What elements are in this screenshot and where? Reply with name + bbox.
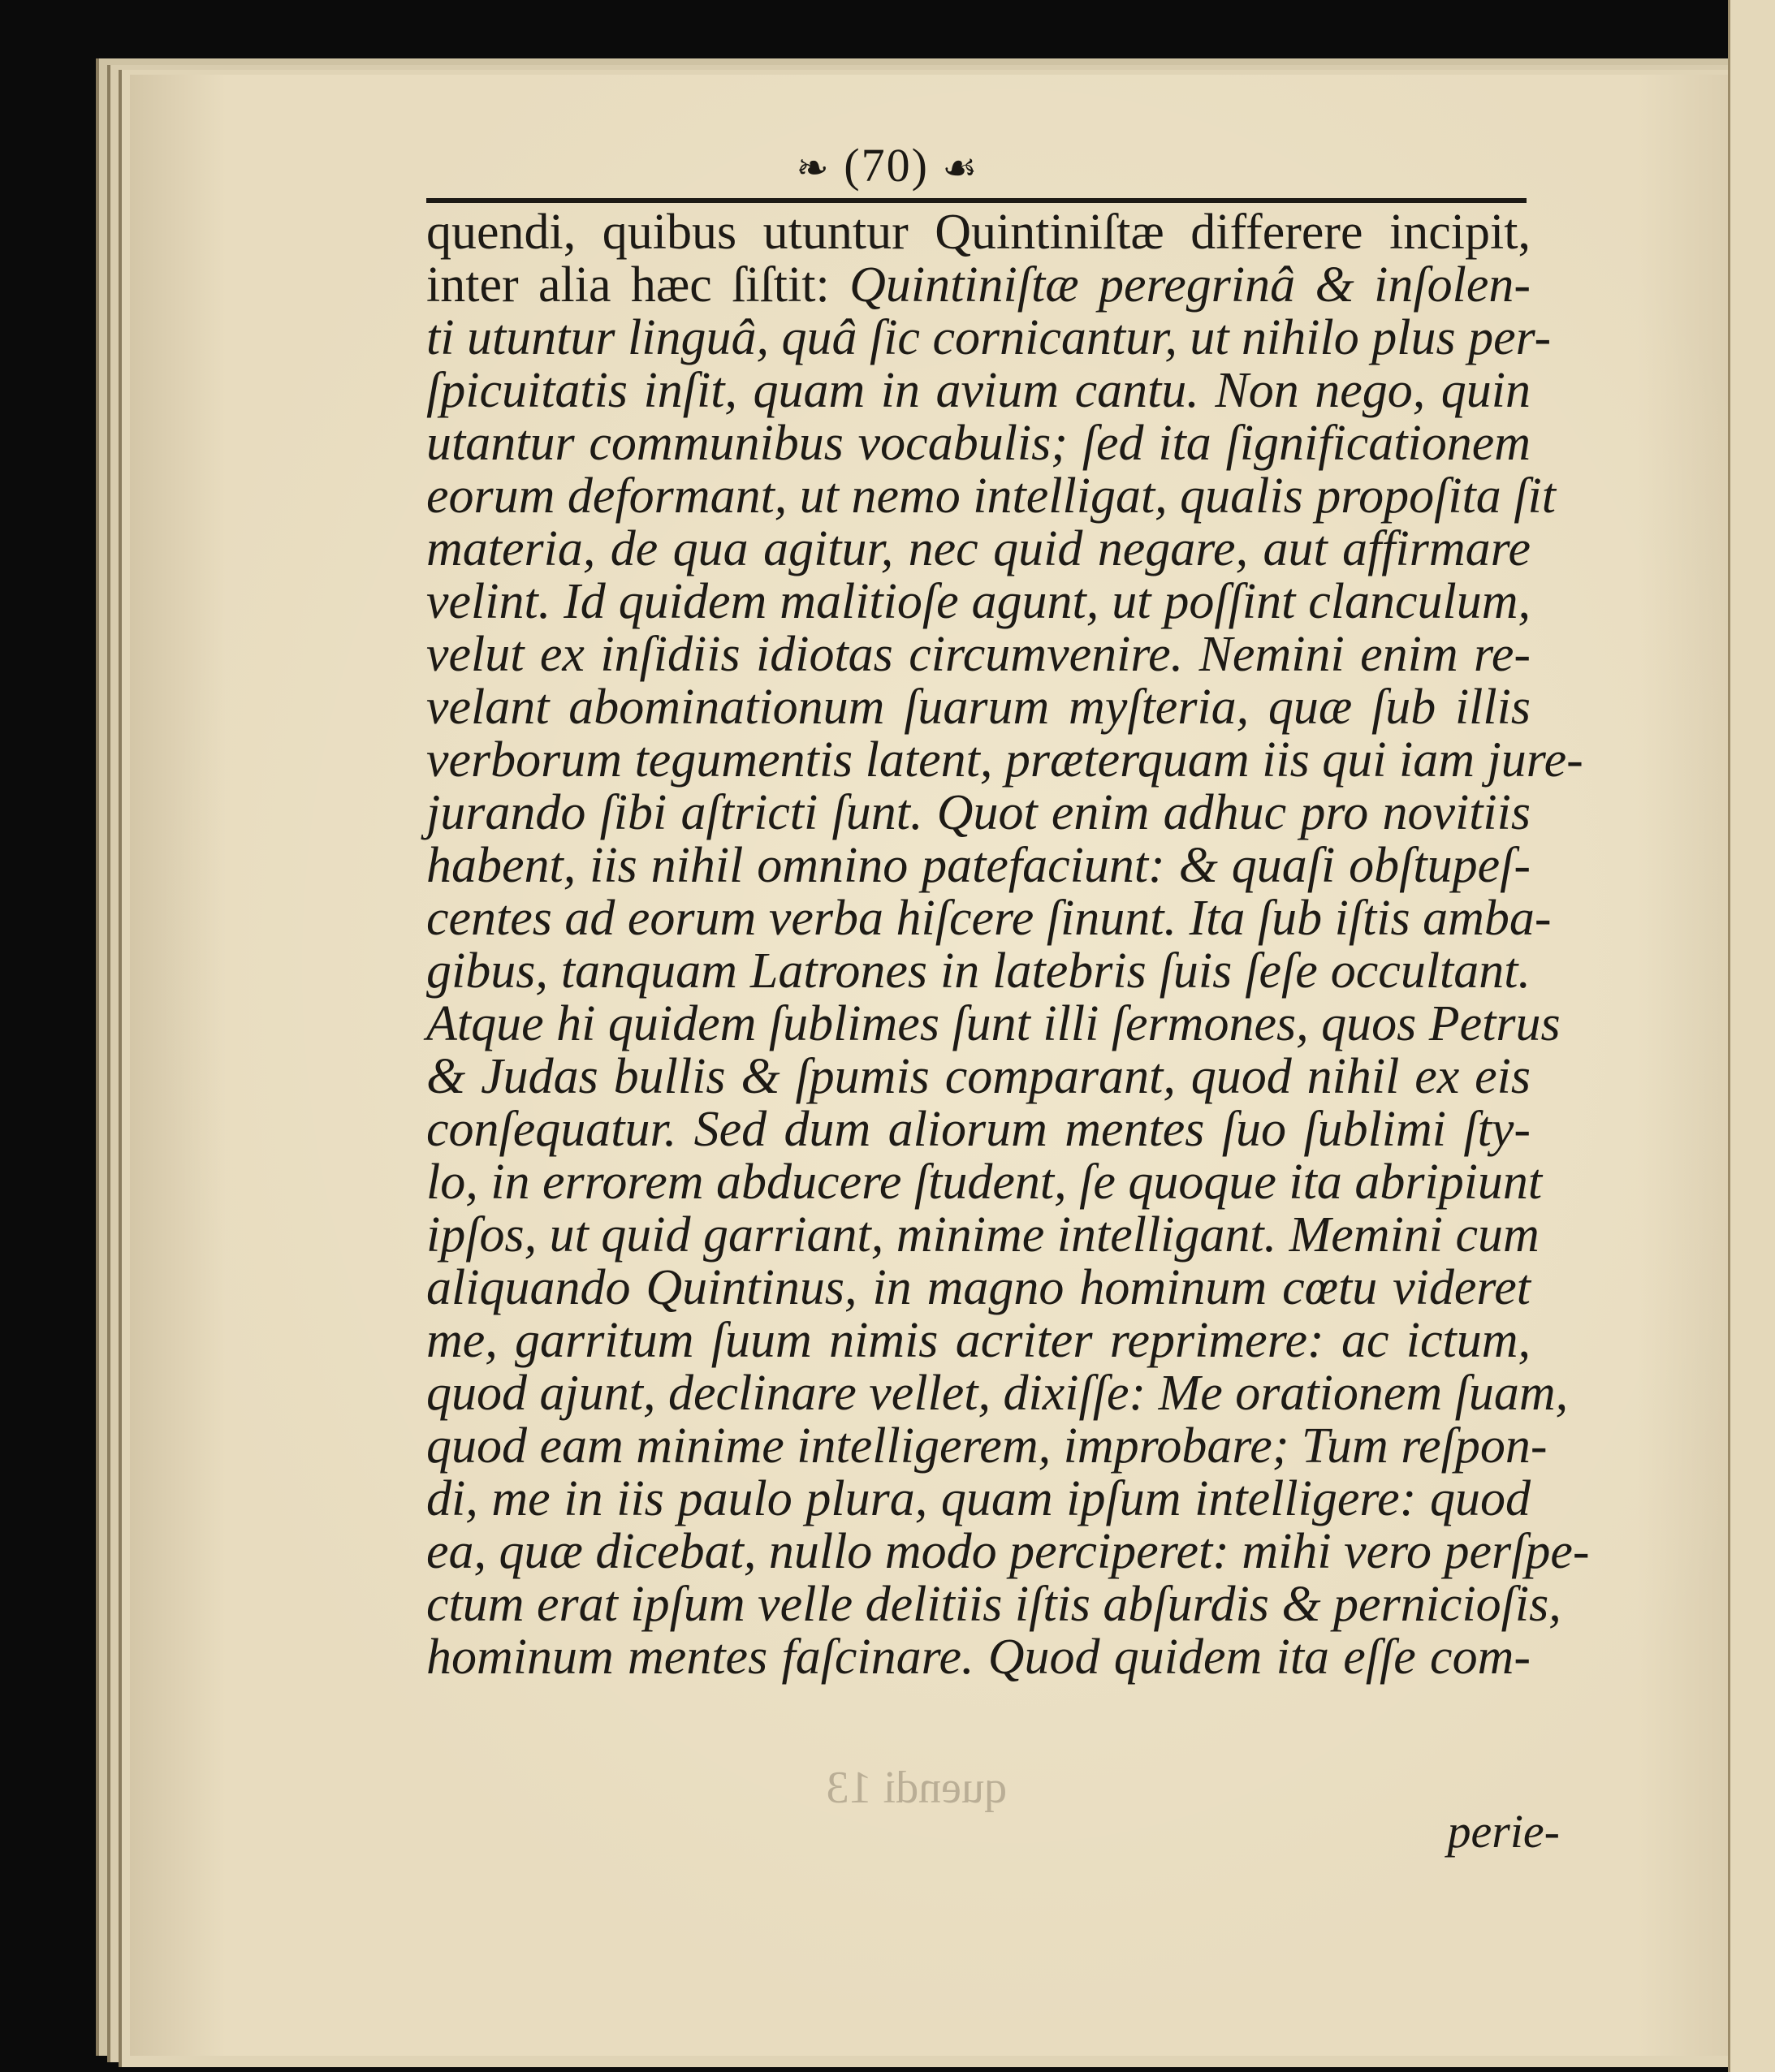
text-line-5: utantur communibus vocabulis; ſed ita ſignificationem [426, 416, 1531, 471]
text-line-15: gibus, tanquam Latrones in latebris ſuis ſeſe occultant. [426, 943, 1531, 999]
text-line-25: di, me in iis paulo plura, quam ipſum intelligere: quod [426, 1471, 1531, 1526]
text-line-2-roman: inter alia hæc ſiſtit: [426, 257, 850, 313]
catchword: perie- [1447, 1805, 1560, 1858]
text-line-11: verborum tegumentis latent, præterquam iis qui iam jure- [426, 732, 1583, 788]
text-line-26: ea, quæ dicebat, nullo modo perciperet: mihi vero perſpe- [426, 1524, 1590, 1579]
text-line-18: conſequatur. Sed dum aliorum mentes ſuo ſublimi ſty- [426, 1102, 1531, 1157]
text-line-3: ti utuntur linguâ, quâ ſic cornicantur, ut nihilo plus per- [426, 310, 1552, 365]
page-number: (70) [844, 139, 929, 192]
bleed-through-text: quendi 13 [826, 1763, 1007, 1813]
text-line-14: centes ad eorum verba hiſcere ſinunt. Ita ſub iſtis amba- [426, 891, 1552, 946]
text-line-23: quod ajunt, declinare vellet, dixiſſe: Me orationem ſuam, [426, 1366, 1569, 1421]
text-line-7: materia, de qua agitur, nec quid negare, aut affirmare [426, 521, 1531, 576]
text-line-19: lo, in errorem abducere ſtudent, ſe quoque ita abripiunt [426, 1155, 1543, 1210]
text-line-6: eorum deformant, ut nemo intelligat, qualis propoſita ſit [426, 468, 1556, 524]
text-line-27: ctum erat ipſum velle delitiis iſtis abſurdis & pernicioſis, [426, 1577, 1561, 1632]
text-line-21: aliquando Quintinus, in magno hominum cœtu videret [426, 1260, 1531, 1315]
text-line-2 [426, 259, 1531, 312]
text-line-28: hominum mentes faſcinare. Quod quidem ita eſſe com- [426, 1630, 1531, 1685]
ornament-right-icon: ☙ [942, 145, 979, 191]
text-line-16: Atque hi quidem ſublimes ſunt illi ſermones, quos Petrus [426, 996, 1561, 1051]
ornament-left-icon: ❧ [796, 145, 831, 191]
text-line-4: ſpicuitatis inſit, quam in avium cantu. Non nego, quin [426, 363, 1531, 418]
body-text [426, 205, 1590, 1685]
text-line-24: quod eam minime intelligerem, improbare; Tum reſpon- [426, 1418, 1548, 1474]
text-line-20: ipſos, ut quid garriant, minime intelligant. Memini cum [426, 1207, 1540, 1263]
text-line-22: me, garritum ſuum nimis acriter reprimere: ac ictum, [426, 1313, 1531, 1368]
text-line-9: velut ex inſidiis idiotas circumvenire. Nemini enim re- [426, 627, 1531, 682]
facing-page-edge [1728, 0, 1775, 2072]
text-line-1: quendi, quibus utuntur Quintiniſtæ differere incipit, [426, 205, 1531, 260]
text-line-17: & Judas bullis & ſpumis comparant, quod nihil ex eis [426, 1049, 1531, 1104]
text-line-8: velint. Id quidem malitioſe agunt, ut poſſint clanculum, [426, 574, 1531, 629]
header-rule [426, 198, 1527, 203]
text-line-10: velant abominationum ſuarum myſteria, quæ ſub illis [426, 680, 1531, 735]
text-line-13: habent, iis nihil omnino patefaciunt: & quaſi obſtupeſ- [426, 838, 1531, 893]
text-line-12: jurando ſibi aſtricti ſunt. Quot enim adhuc pro novitiis [426, 785, 1531, 840]
running-header [0, 138, 1775, 192]
text-line-2-italic: Quintiniſtæ peregrinâ & inſolen- [849, 257, 1531, 313]
